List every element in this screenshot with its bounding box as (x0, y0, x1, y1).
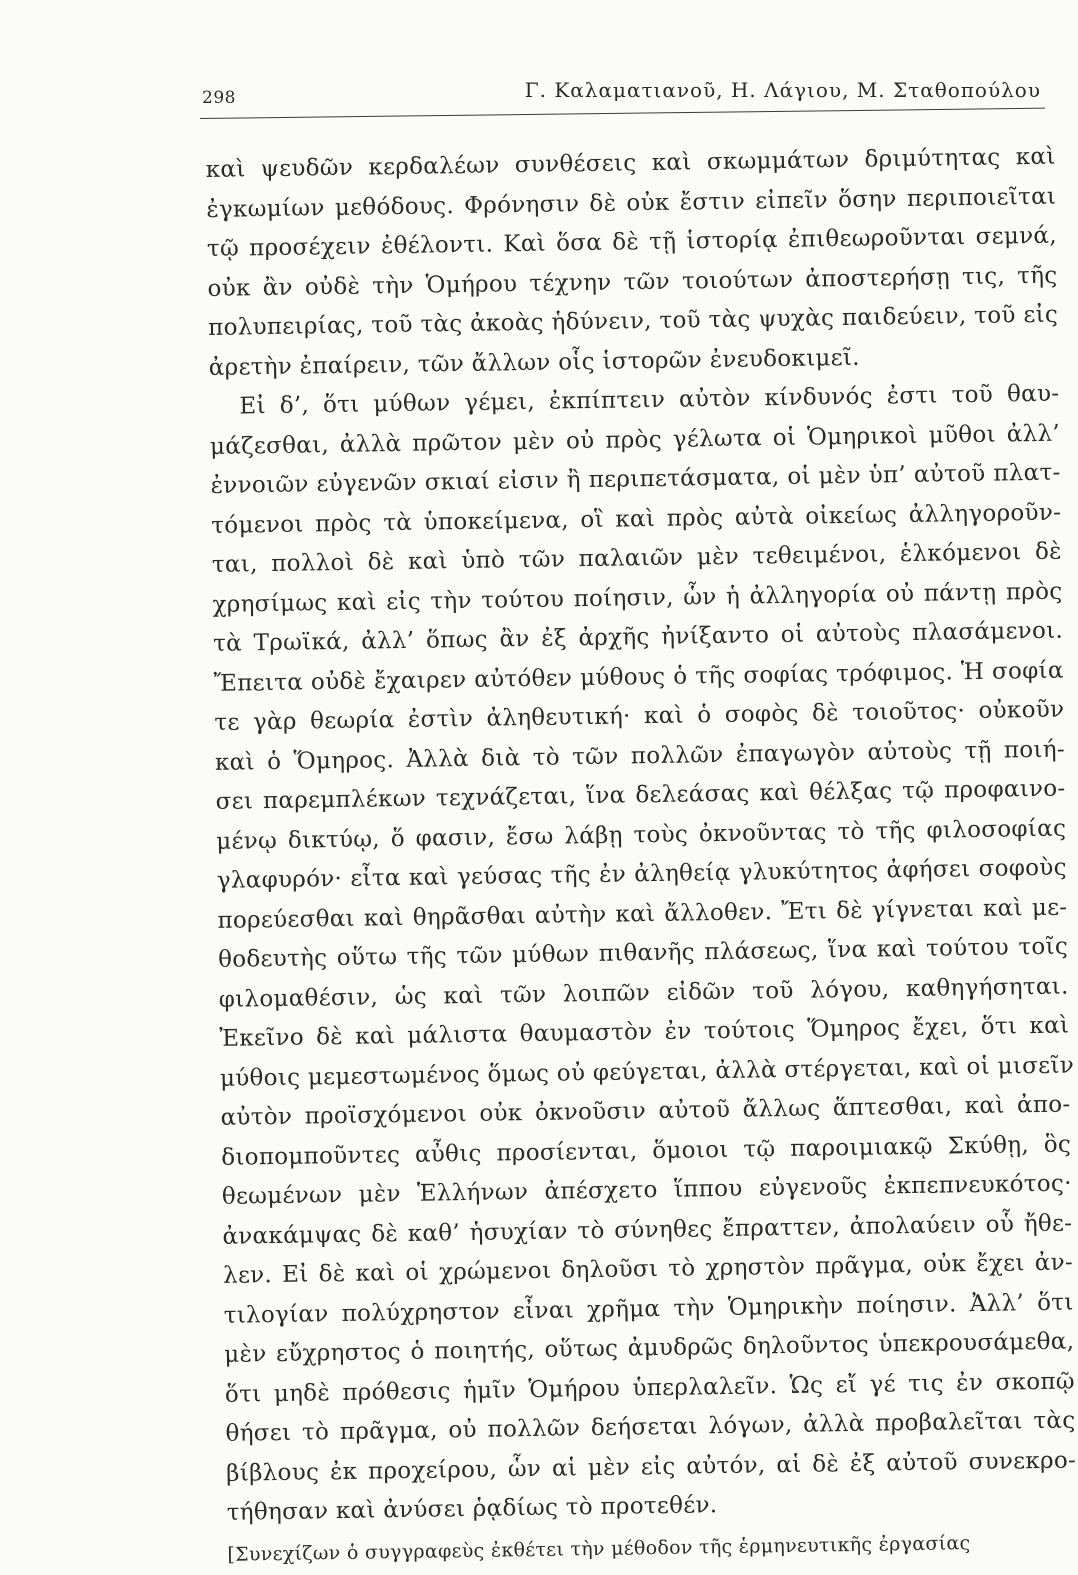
text-line: θοδευτὴς οὕτω τῆς τῶν μύθων πιθανῆς πλάσεως, ἵνα καὶ τούτου τοῖς (217, 933, 1069, 973)
text-line: τε γὰρ θεωρία ἐστὶν ἀληθευτική· καὶ ὁ σοφὸς δὲ τοιοῦτος· οὐκοῦν (214, 696, 1065, 736)
text-line: οὐκ ἂν οὐδὲ τὴν Ὁμήρου τέχνην τῶν τοιούτων ἀποστερήσῃ τις, τῆς (207, 262, 1058, 302)
text-line: βίβλους ἐκ προχείρου, ὧν αἱ μὲν εἰς αὐτόν, αἱ δὲ ἐξ αὐτοῦ συνεκρο- (225, 1446, 1077, 1487)
text-line: ὅτι μηδὲ πρόθεσις ἡμῖν Ὁμήρου ὑπερλαλεῖν. Ὡς εἴ γέ τις ἐν σκοπῷ (224, 1367, 1076, 1408)
text-line: πορεύεσθαι καὶ θηρᾶσθαι αὐτὴν καὶ ἄλλοθεν. Ἔτι δὲ γίγνεται καὶ με- (217, 894, 1068, 934)
text-line: μὲν εὔχρηστος ὁ ποιητής, οὕτως ἀμυδρῶς δηλοῦντος ὑπεκρουσάμεθα, (224, 1328, 1075, 1368)
text-line: καὶ ψευδῶν κερδαλέων συνθέσεις καὶ σκωμμάτων δριμύτητας καὶ (205, 143, 1056, 183)
text-line: τιλογίαν πολύχρηστον εἶναι χρῆμα τὴν Ὁμηρικὴν ποίησιν. Ἀλλ’ ὅτι (223, 1289, 1074, 1329)
page-number: 298 (202, 88, 236, 108)
page-header (198, 70, 1043, 110)
text-line: ἀνακάμψας δὲ καθ’ ἡσυχίαν τὸ σύνηθες ἔπραττεν, ἀπολαύειν οὗ ἤθε- (222, 1210, 1073, 1250)
text-line: σει παρεμπλέκων τεχνάζεται, ἵνα δελεάσας καὶ θέλξας τῷ προφαινο- (215, 775, 1066, 815)
text-line: τόμενοι πρὸς τὰ ὑποκείμενα, οἳ καὶ πρὸς αὐτὰ οἰκείως ἀλληγοροῦν- (211, 499, 1062, 539)
text-line: ται, πολλοὶ δὲ καὶ ὑπὸ τῶν παλαιῶν μὲν τεθειμένοι, ἑλκόμενοι δὲ (211, 538, 1063, 578)
text-line: Εἰ δ’, ὅτι μύθων γέμει, ἐκπίπτειν αὐτὸν κίνδυνός ἐστι τοῦ θαυ- (239, 380, 1060, 420)
editorial-note: [Συνεχίζων ὁ συγγραφεὺς ἐκθέτει τὴν μέθοδον τῆς ἑρμηνευτικῆς ἐργασίας (227, 1531, 971, 1566)
text-line: τῷ προσέχειν ἐθέλοντι. Καὶ ὅσα δὲ τῇ ἱστορίᾳ ἐπιθεωροῦνται σεμνά, (206, 222, 1058, 262)
body-text (205, 112, 1078, 1575)
text-line: ἀρετὴν ἐπαίρειν, τῶν ἄλλων οἷς ἱστορῶν ἐνευδοκιμεῖ. (208, 344, 860, 381)
text-line: ἐγκωμίων μεθόδους. Φρόνησιν δὲ οὐκ ἔστιν εἰπεῖν ὅσην περιποιεῖται (206, 183, 1057, 223)
text-line: μύθοις μεμεστωμένος ὅμως οὐ φεύγεται, ἀλλὰ στέργεται, καὶ οἱ μισεῖν (219, 1051, 1075, 1092)
text-line: μένῳ δικτύῳ, ὅ φασιν, ἔσω λάβῃ τοὺς ὀκνοῦντας τὸ τῆς φιλοσοφίας (216, 815, 1067, 855)
text-line: χρησίμως καὶ εἰς τὴν τούτου ποίησιν, ὧν ἡ ἀλληγορία οὐ πάντῃ πρὸς (212, 578, 1063, 618)
text-line: μάζεσθαι, ἀλλὰ πρῶτον μὲν οὐ πρὸς γέλωτα οἱ Ὁμηρικοὶ μῦθοι ἀλλ’ (209, 420, 1061, 460)
text-line: γλαφυρόν· εἶτα καὶ γεύσας τῆς ἐν ἀληθείᾳ γλυκύτητος ἀφήσει σοφοὺς (216, 854, 1067, 894)
running-head: Γ. Καλαματιανοῦ, Η. Λάγιου, Μ. Σταθοπούλου (524, 78, 1041, 102)
text-line: ἐννοιῶν εὐγενῶν σκιαί εἰσιν ἢ περιπετάσματα, οἱ μὲν ὑπ’ αὐτοῦ πλατ- (210, 459, 1061, 499)
text-line: Ἐκεῖνο δὲ καὶ μάλιστα θαυμαστὸν ἐν τούτοις Ὅμηρος ἔχει, ὅτι καὶ (219, 1012, 1070, 1052)
text-line: τήθησαν καὶ ἀνύσει ῥᾳδίως τὸ προτεθέν. (226, 1492, 718, 1526)
text-line: διοπομποῦντες αὖθις προσίενται, ὅμοιοι τῷ παροιμιακῷ Σκύθῃ, ὃς (221, 1131, 1072, 1171)
text-line: αὐτὸν προϊσχόμενοι οὐκ ὀκνοῦσιν αὐτοῦ ἄλλως ἅπτεσθαι, καὶ ἀπο- (220, 1091, 1071, 1131)
text-line: θήσει τὸ πρᾶγμα, οὐ πολλῶν δεήσεται λόγων, ἀλλὰ προβαλεῖται τὰς (225, 1407, 1076, 1447)
text-line: φιλομαθέσιν, ὡς καὶ τῶν λοιπῶν εἰδῶν τοῦ λόγου, καθηγήσηται. (218, 973, 1069, 1013)
text-line: καὶ ὁ Ὅμηρος. Ἀλλὰ διὰ τὸ τῶν πολλῶν ἐπαγωγὸν αὐτοὺς τῇ ποιή- (214, 736, 1066, 776)
text-line: Ἔπειτα οὐδὲ ἔχαιρεν αὐτόθεν μύθους ὁ τῆς σοφίας τρόφιμος. Ἡ σοφία (213, 657, 1064, 697)
text-line: θεωμένων μὲν Ἑλλήνων ἀπέσχετο ἵππου εὐγενοῦς ἐκπεπνευκότος· (221, 1170, 1072, 1210)
text-line: λεν. Εἰ δὲ καὶ οἱ χρώμενοι δηλοῦσι τὸ χρηστὸν πρᾶγμα, οὐκ ἔχει ἀν- (222, 1249, 1074, 1289)
text-line: τὰ Τρωϊκά, ἀλλ’ ὅπως ἂν ἐξ ἀρχῆς ἠνίξαντο οἱ αὐτοὺς πλασάμενοι. (212, 617, 1064, 657)
text-line: πολυπειρίας, τοῦ τὰς ἀκοὰς ἡδύνειν, τοῦ τὰς ψυχὰς παιδεύειν, τοῦ εἰς (207, 301, 1059, 341)
